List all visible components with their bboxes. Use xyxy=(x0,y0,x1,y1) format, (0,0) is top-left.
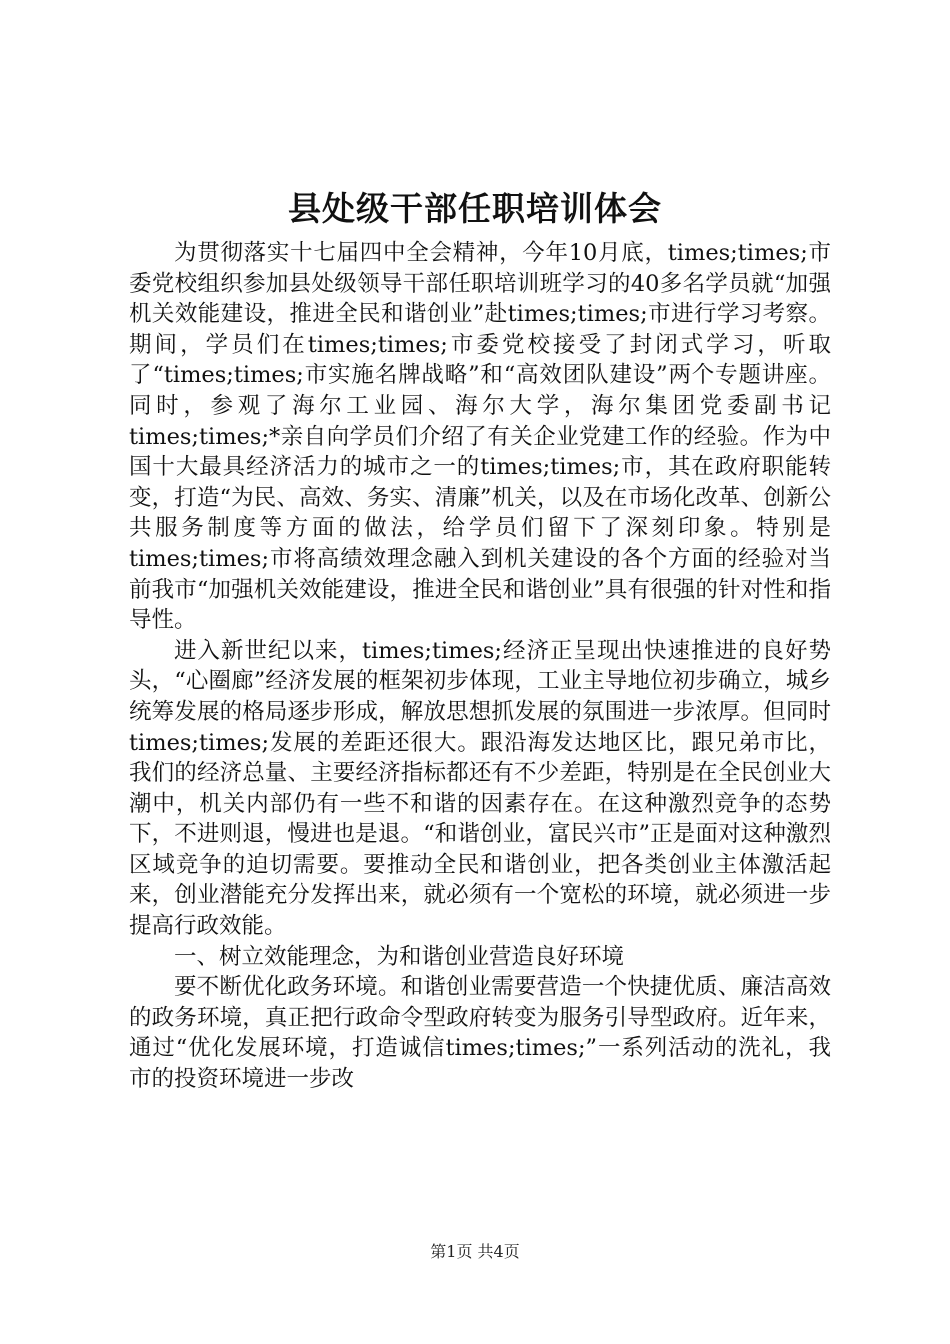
paragraph-2: 进入新世纪以来，times;times;经济正呈现出快速推进的良好势头，“心圈廊”经济发展的框架初步体现，工业主导地位初步确立，城乡统筹发展的格局逐步形成，解放思想抓发展的氛围进一步浓厚。但同时times;times;发展的差距还很大。跟沿海发达地区比，跟兄弟市比，我们的经济总量、主要经济指标都还有不少差距，特别是在全民创业大潮中，机关内部仍有一些不和谐的因素存在。在这种激烈竞争的态势下，不进则退，慢进也是退。“和谐创业，富民兴市”正是面对这种激烈区域竞争的迫切需要。要推动全民和谐创业，把各类创业主体激活起来，创业潜能充分发挥出来，就必须有一个宽松的环境，就必须进一步提高行政效能。 xyxy=(129,637,831,940)
paragraph-1: 为贯彻落实十七届四中全会精神，今年10月底，times;times;市委党校组织参加县处级领导干部任职培训班学习的40多名学员就“加强机关效能建设，推进全民和谐创业”赴times;times;市进行学习考察。期间，学员们在times;times;市委党校接受了封闭式学习，听取了“times;times;市实施名牌战略”和“高效团队建设”两个专题讲座。同时，参观了海尔工业园、海尔大学，海尔集团党委副书记times;times;*亲自向学员们介绍了有关企业党建工作的经验。作为中国十大最具经济活力的城市之一的times;times;市，其在政府职能转变，打造“为民、高效、务实、清廉”机关，以及在市场化改革、创新公共服务制度等方面的做法，给学员们留下了深刻印象。特别是times;times;市将高绩效理念融入到机关建设的各个方面的经验对当前我市“加强机关效能建设，推进全民和谐创业”具有很强的针对性和指导性。 xyxy=(129,240,831,634)
document-body xyxy=(129,238,831,1095)
section-heading-1: 一、树立效能理念，为和谐创业营造良好环境 xyxy=(174,943,625,970)
document-title: 县处级干部任职培训体会 xyxy=(288,189,662,228)
page-number-footer: 第1页 共4页 xyxy=(430,1242,520,1261)
paragraph-3: 要不断优化政务环境。和谐创业需要营造一个快捷优质、廉洁高效的政务环境，真正把行政命令型政府转变为服务引导型政府。近年来，通过“优化发展环境，打造诚信times;times;”一系列活动的洗礼，我市的投资环境进一步改 xyxy=(129,974,831,1093)
